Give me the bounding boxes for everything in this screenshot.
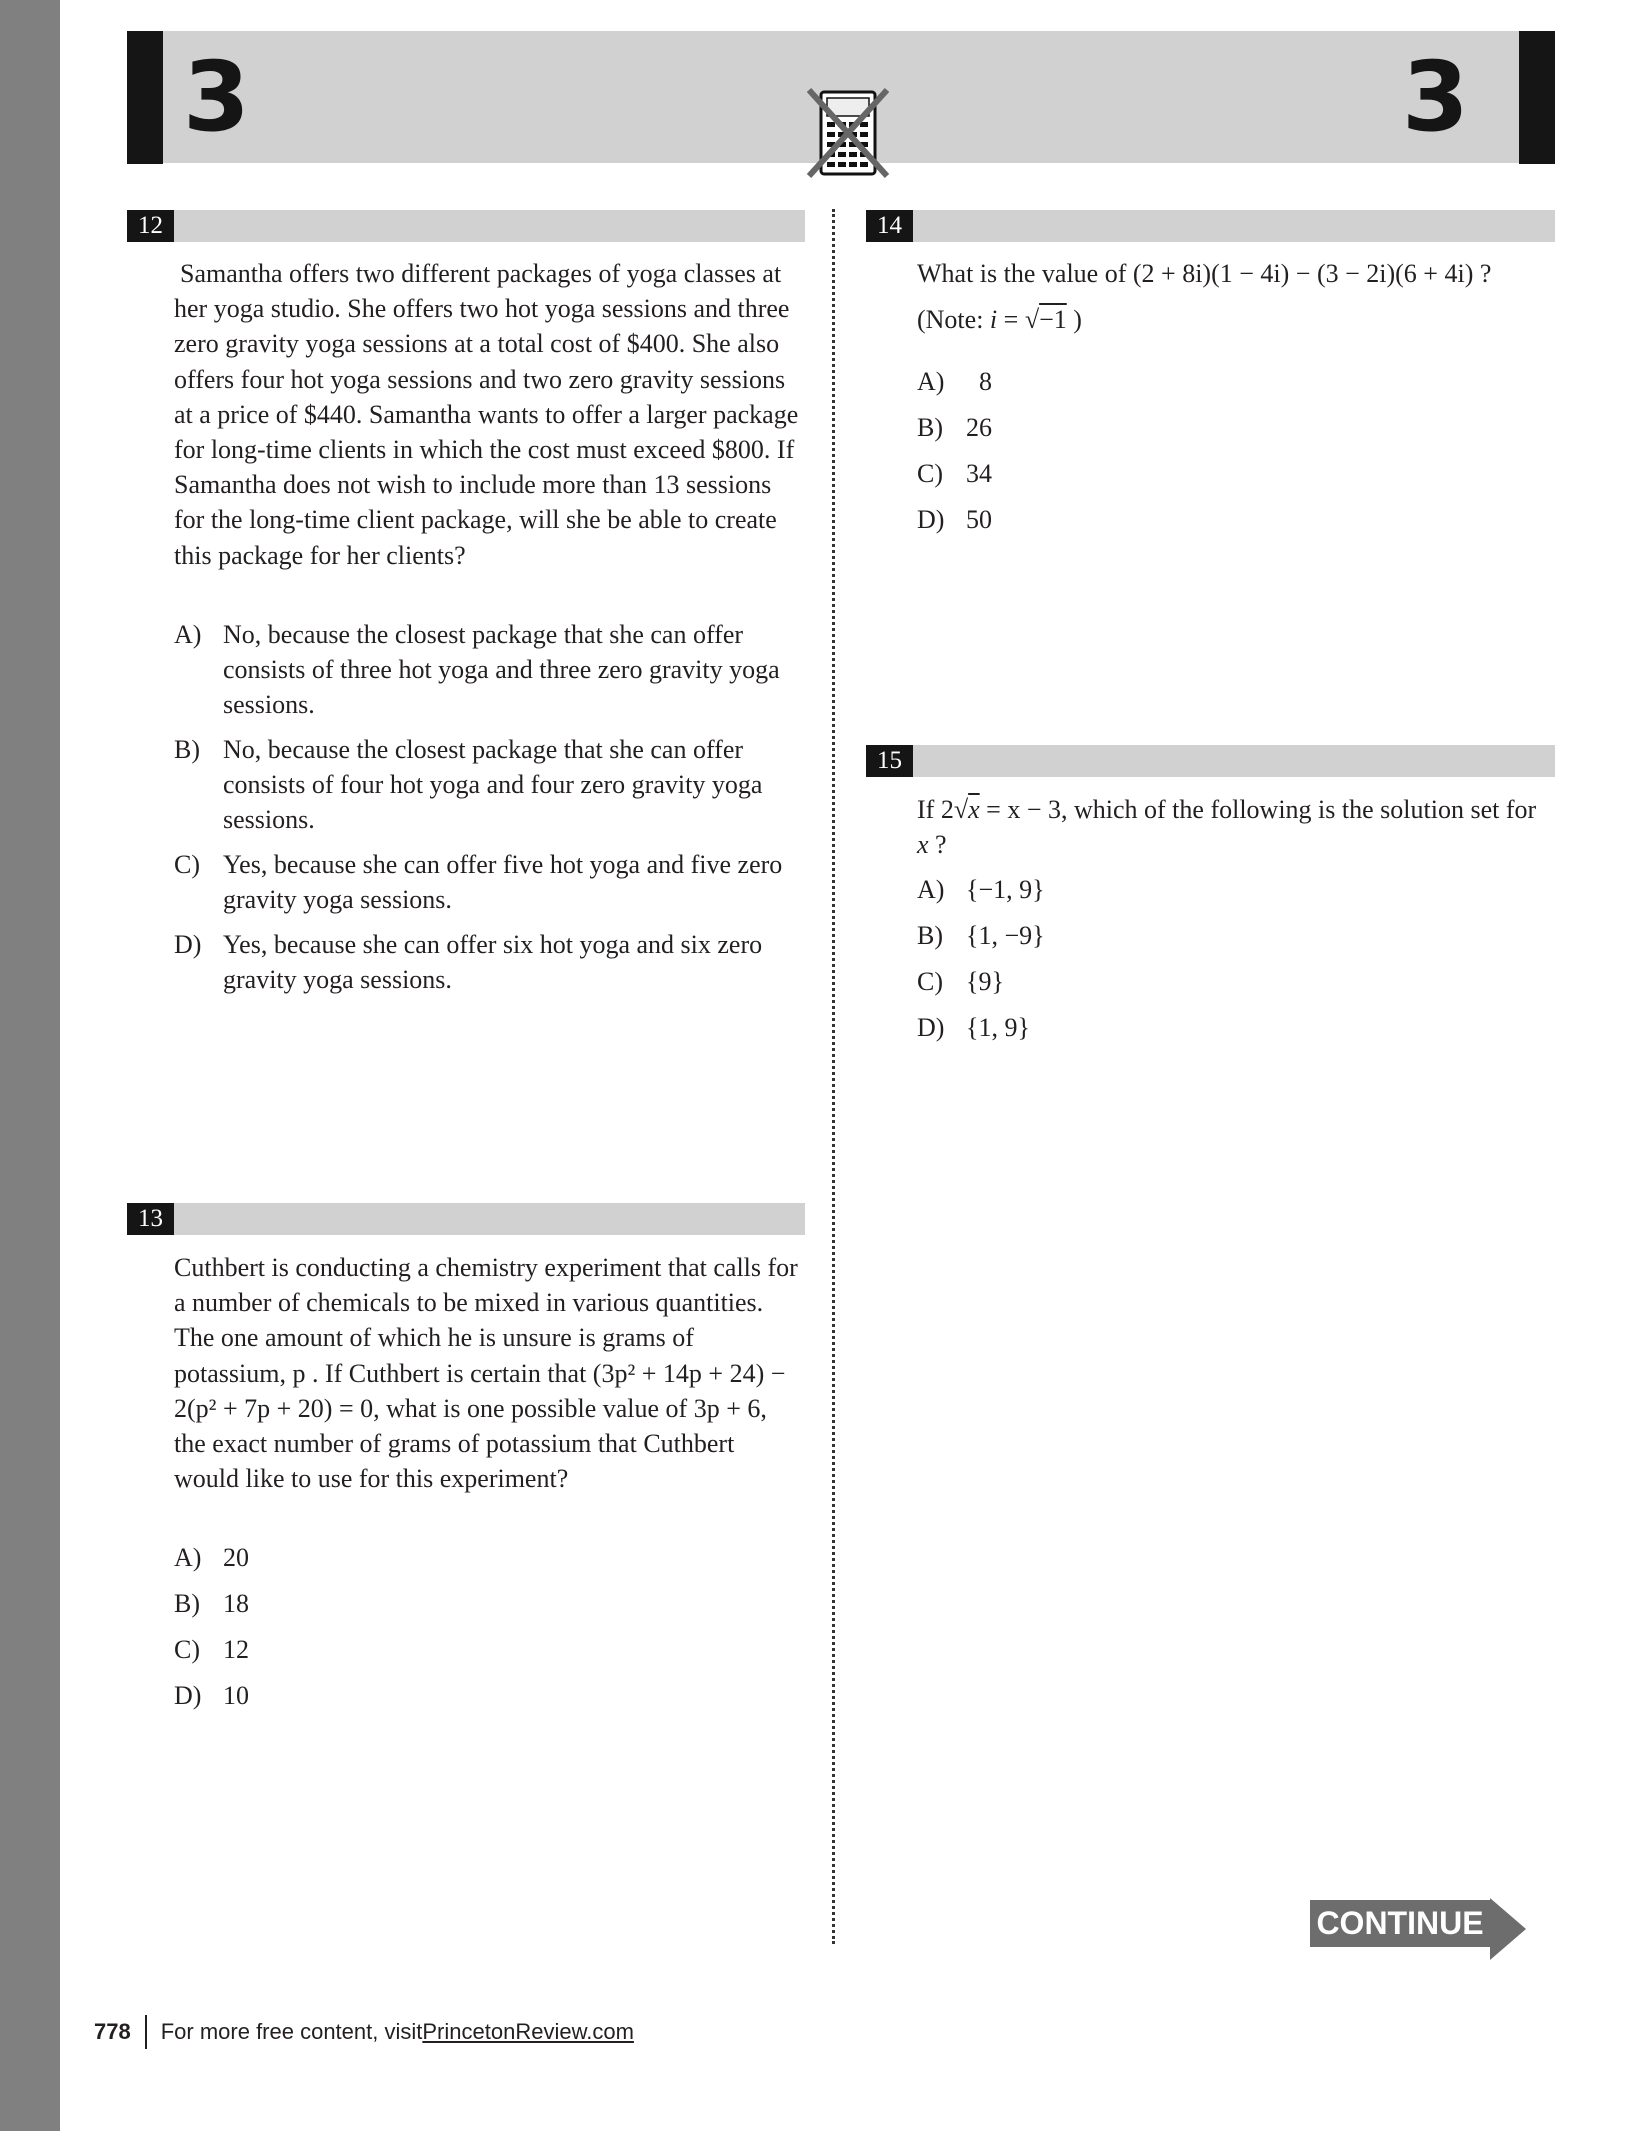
choice-text: 26 (966, 413, 992, 442)
question-14-header (866, 210, 1555, 242)
question-15-text (917, 792, 1537, 862)
choice-text: 18 (223, 1589, 249, 1618)
choice-letter: B) (174, 1589, 200, 1618)
note-prefix: (Note: (917, 305, 990, 334)
radicand: −1 (1039, 305, 1067, 334)
question-13-text: Cuthbert is conducting a chemistry experiment that calls for a number of chemicals to be mixed in various quantities. The one amount of which he is unsure is grams of potassium, p . If Cuthbert is certain that (3p² + 14p + 24) − 2(p² + 7p + 20) = 0, what is one possible value of 3p + 6, the exact number of grams of potassium that Cuthbert would like to use for this experiment? (174, 1253, 798, 1494)
header-left-bar (127, 31, 163, 164)
radical-sign: √ (953, 795, 969, 824)
choice-d[interactable] (917, 1010, 1517, 1045)
choice-letter: D) (174, 930, 202, 959)
text-part: If 2 (917, 795, 954, 824)
choice-d[interactable] (174, 1678, 804, 1713)
page-edge-bar (0, 0, 60, 2131)
choice-text: No, because the closest package that she can offer consists of four hot yoga and four zero gravity yoga sessions. (223, 735, 763, 834)
choice-letter: D) (174, 1681, 202, 1710)
choice-letter: A) (917, 367, 945, 396)
choice-text: 10 (223, 1681, 249, 1710)
choice-a[interactable] (174, 617, 804, 722)
question-number: 13 (127, 1203, 174, 1235)
choice-a[interactable] (917, 364, 1517, 399)
choice-b[interactable] (917, 410, 1517, 445)
question-14-note (917, 302, 1082, 337)
choice-c[interactable] (174, 847, 804, 917)
choice-text: Yes, because she can offer five hot yoga and five zero gravity yoga sessions. (223, 850, 783, 914)
footer-text: For more free content, visit (160, 2019, 423, 2044)
question-13-header (127, 1203, 805, 1235)
question-15-header (866, 745, 1555, 777)
header-right-bar (1519, 31, 1555, 164)
radicand: x (968, 795, 980, 824)
choice-letter: C) (174, 1635, 200, 1664)
question-13-choices (174, 1540, 804, 1713)
question-12-text: Samantha offers two different packages of yoga classes at her yoga studio. She offers two hot yoga sessions and three zero gravity yoga sessions at a total cost of $400. She also offers four hot yoga sessions and two zero gravity sessions at a price of $440. Samantha wants to offer a larger package for long-time clients in which the cost must exceed $800. If Samantha does not wish to include more than 13 sessions for the long-time client package, will she be able to create this package for her clients? (174, 259, 799, 570)
text-part: ? (928, 830, 947, 860)
question-number: 15 (866, 745, 913, 777)
question-12-header (127, 210, 805, 242)
choice-text: {1, −9} (966, 921, 1045, 950)
question-14-choices (917, 364, 1517, 537)
choice-text: 20 (223, 1543, 249, 1572)
question-15-choices (917, 872, 1517, 1045)
choice-text: {−1, 9} (966, 875, 1045, 904)
radical-sign: √ (1024, 305, 1040, 334)
choice-letter: D) (917, 1013, 945, 1042)
question-number: 12 (127, 210, 174, 242)
question-12-choices (174, 617, 804, 997)
choice-letter: C) (917, 459, 943, 488)
text-part: = x − 3, which of the following is the solution set for (979, 795, 1537, 824)
choice-text: {1, 9} (966, 1013, 1030, 1042)
choice-text: Yes, because she can offer six hot yoga and six zero gravity yoga sessions. (223, 930, 763, 994)
column-divider (832, 209, 835, 1944)
choice-text: No, because the closest package that she can offer consists of three hot yoga and three zero gravity yoga sessions. (223, 620, 780, 719)
choice-text: 50 (966, 505, 992, 534)
choice-b[interactable] (174, 1586, 804, 1621)
choice-c[interactable] (174, 1632, 804, 1667)
choice-a[interactable] (917, 872, 1517, 907)
page-number: 778 (94, 2019, 131, 2044)
note-equals: = (997, 305, 1025, 334)
page-footer (94, 2015, 634, 2049)
choice-letter: A) (174, 620, 202, 649)
choice-text: 8 (966, 367, 992, 396)
choice-b[interactable] (917, 918, 1517, 953)
question-number: 14 (866, 210, 913, 242)
variable: x (917, 830, 929, 860)
princeton-review-link[interactable]: PrincetonReview.com (422, 2019, 634, 2044)
section-number-right: 3 (1402, 41, 1469, 153)
section-number-left: 3 (183, 41, 250, 153)
choice-letter: A) (917, 875, 945, 904)
choice-letter: B) (917, 413, 943, 442)
choice-text: 34 (966, 459, 992, 488)
arrow-right-icon (1490, 1898, 1526, 1960)
question-14-text: What is the value of (2 + 8i)(1 − 4i) − (3 − 2i)(6 + 4i) ? (917, 259, 1492, 288)
choice-letter: C) (917, 967, 943, 996)
choice-text: {9} (966, 967, 1004, 996)
choice-letter: C) (174, 850, 200, 879)
choice-letter: A) (174, 1543, 202, 1572)
note-suffix: ) (1066, 305, 1082, 334)
choice-letter: B) (174, 735, 200, 764)
choice-letter: B) (917, 921, 943, 950)
choice-d[interactable] (174, 927, 804, 997)
note-variable: i (989, 305, 998, 334)
choice-letter: D) (917, 505, 945, 534)
footer-divider (145, 2015, 147, 2049)
choice-a[interactable] (174, 1540, 804, 1575)
choice-d[interactable] (917, 502, 1517, 537)
choice-c[interactable] (917, 964, 1517, 999)
choice-c[interactable] (917, 456, 1517, 491)
continue-button[interactable]: CONTINUE (1310, 1900, 1490, 1947)
choice-text: 12 (223, 1635, 249, 1664)
choice-b[interactable] (174, 732, 804, 837)
calculator-crossed-out-icon (803, 88, 893, 183)
